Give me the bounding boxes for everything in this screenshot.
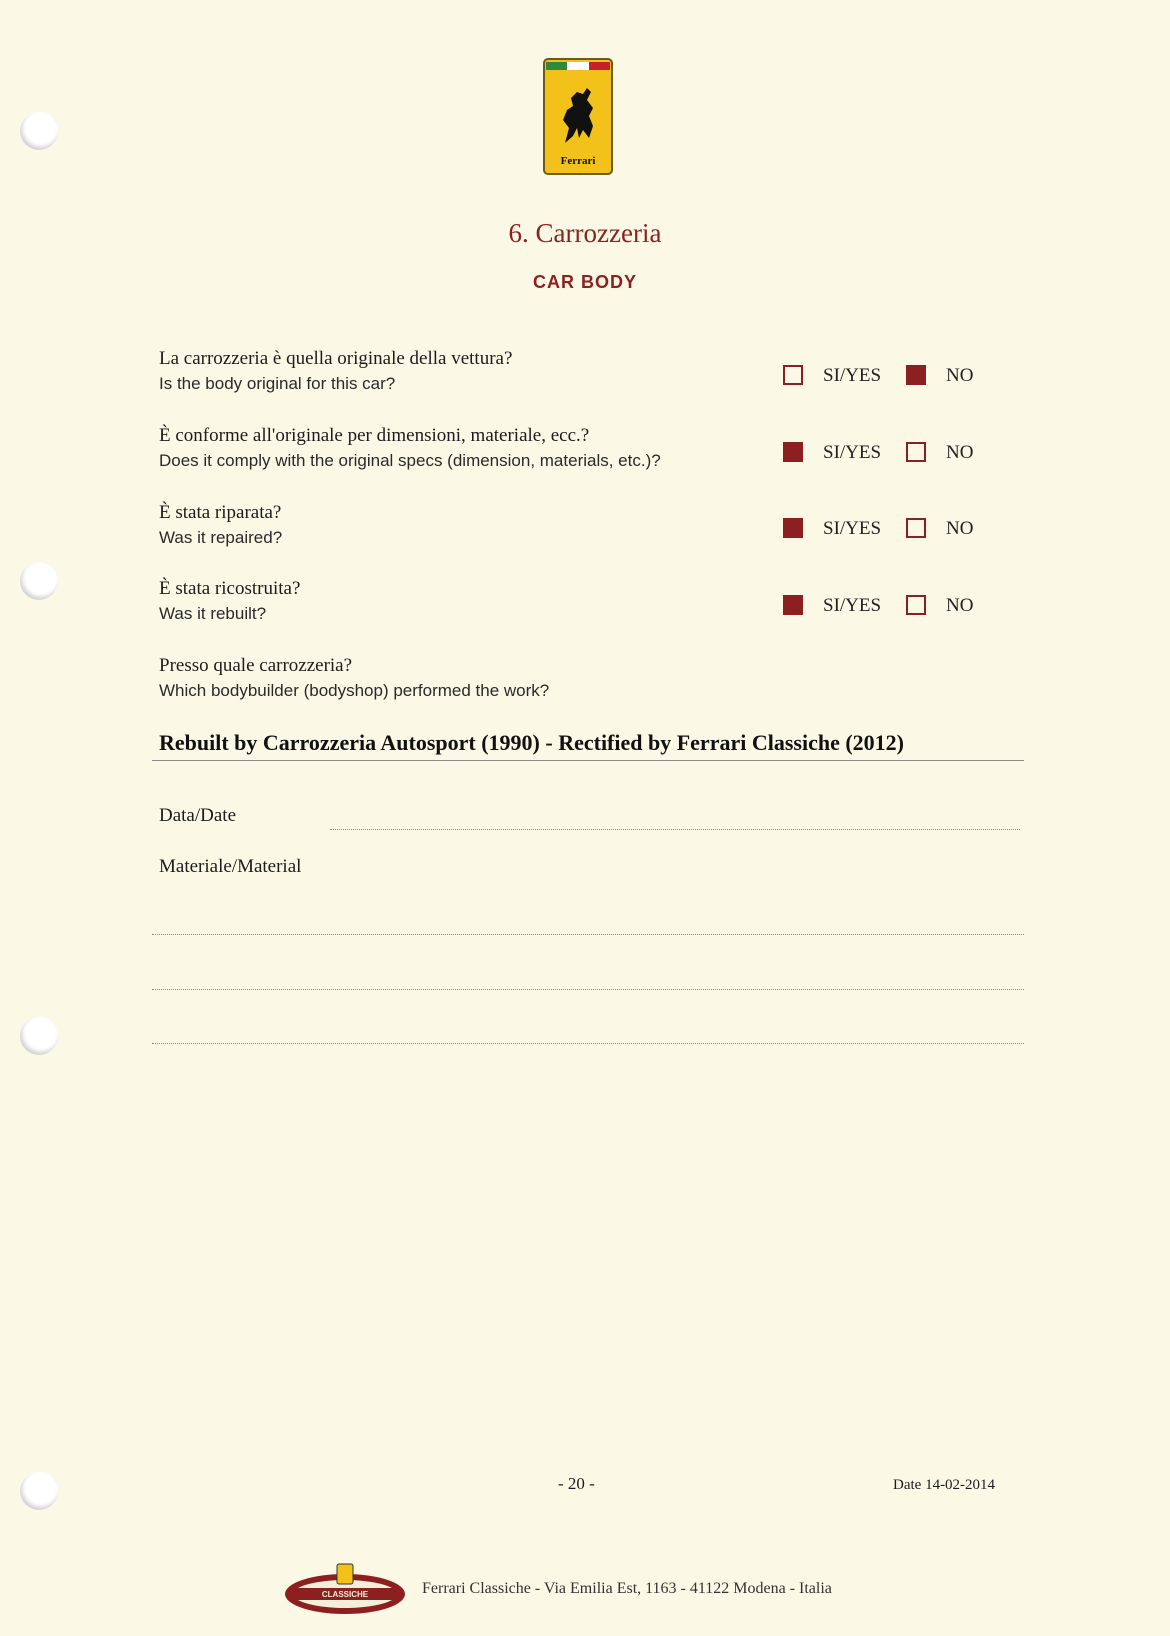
question-3-yes-label: SI/YES	[823, 518, 882, 539]
question-1-italian: La carrozzeria è quella originale della vettura?	[159, 348, 513, 369]
question-2-yes-label: SI/YES	[823, 442, 882, 463]
question-1-english: Is the body original for this car?	[159, 374, 396, 393]
material-field-label: Materiale/Material	[159, 856, 302, 877]
bodyshop-question-english: Which bodybuilder (bodyshop) performed the work?	[159, 681, 550, 700]
bodyshop-question-italian: Presso quale carrozzeria?	[159, 655, 353, 676]
question-1-yes-checkbox[interactable]	[783, 365, 803, 385]
material-field-line[interactable]	[152, 1043, 1024, 1044]
page-number: - 20 -	[558, 1474, 595, 1493]
material-field-line[interactable]	[152, 934, 1024, 935]
question-3-english: Was it repaired?	[159, 528, 283, 547]
question-4-yes-label: SI/YES	[823, 595, 882, 616]
section-subtitle: CAR BODY	[532, 272, 637, 292]
punch-hole	[20, 1472, 58, 1510]
footer-address: Ferrari Classiche - Via Emilia Est, 1163 - 41122 Modena - Italia	[422, 1580, 832, 1597]
date-field-line[interactable]	[330, 829, 1020, 830]
question-2-no-label: NO	[946, 442, 974, 463]
question-2-english: Does it comply with the original specs (dimension, materials, etc.)?	[159, 451, 661, 470]
svg-text:CLASSICHE: CLASSICHE	[321, 1590, 369, 1599]
question-4-italian: È stata ricostruita?	[159, 578, 301, 599]
material-field-line[interactable]	[152, 989, 1024, 990]
punch-hole	[20, 562, 58, 600]
section-title: 6. Carrozzeria	[508, 218, 662, 248]
question-2-italian: È conforme all'originale per dimensioni, materiale, ecc.?	[159, 425, 590, 446]
question-1-no-checkbox[interactable]	[906, 365, 926, 385]
bodyshop-answer[interactable]: Rebuilt by Carrozzeria Autosport (1990) - Rectified by Ferrari Classiche (2012)	[159, 730, 904, 755]
footer-date: Date 14-02-2014	[893, 1477, 996, 1493]
punch-hole	[20, 1017, 58, 1055]
question-3-no-checkbox[interactable]	[906, 518, 926, 538]
svg-text:Ferrari: Ferrari	[560, 155, 596, 167]
question-1-yes-label: SI/YES	[823, 365, 882, 386]
answer-underline	[152, 760, 1024, 761]
question-4-no-checkbox[interactable]	[906, 595, 926, 615]
question-1-no-label: NO	[946, 365, 974, 386]
ferrari-classiche-logo	[283, 1560, 408, 1622]
date-field-label: Data/Date	[159, 805, 237, 826]
punch-hole	[20, 112, 58, 150]
question-3-no-label: NO	[946, 518, 974, 539]
question-4-english: Was it rebuilt?	[159, 604, 267, 623]
ferrari-shield-logo	[543, 58, 613, 175]
question-2-no-checkbox[interactable]	[906, 442, 926, 462]
question-3-italian: È stata riparata?	[159, 502, 282, 523]
question-2-yes-checkbox[interactable]	[783, 442, 803, 462]
question-4-yes-checkbox[interactable]	[783, 595, 803, 615]
question-3-yes-checkbox[interactable]	[783, 518, 803, 538]
question-4-no-label: NO	[946, 595, 974, 616]
